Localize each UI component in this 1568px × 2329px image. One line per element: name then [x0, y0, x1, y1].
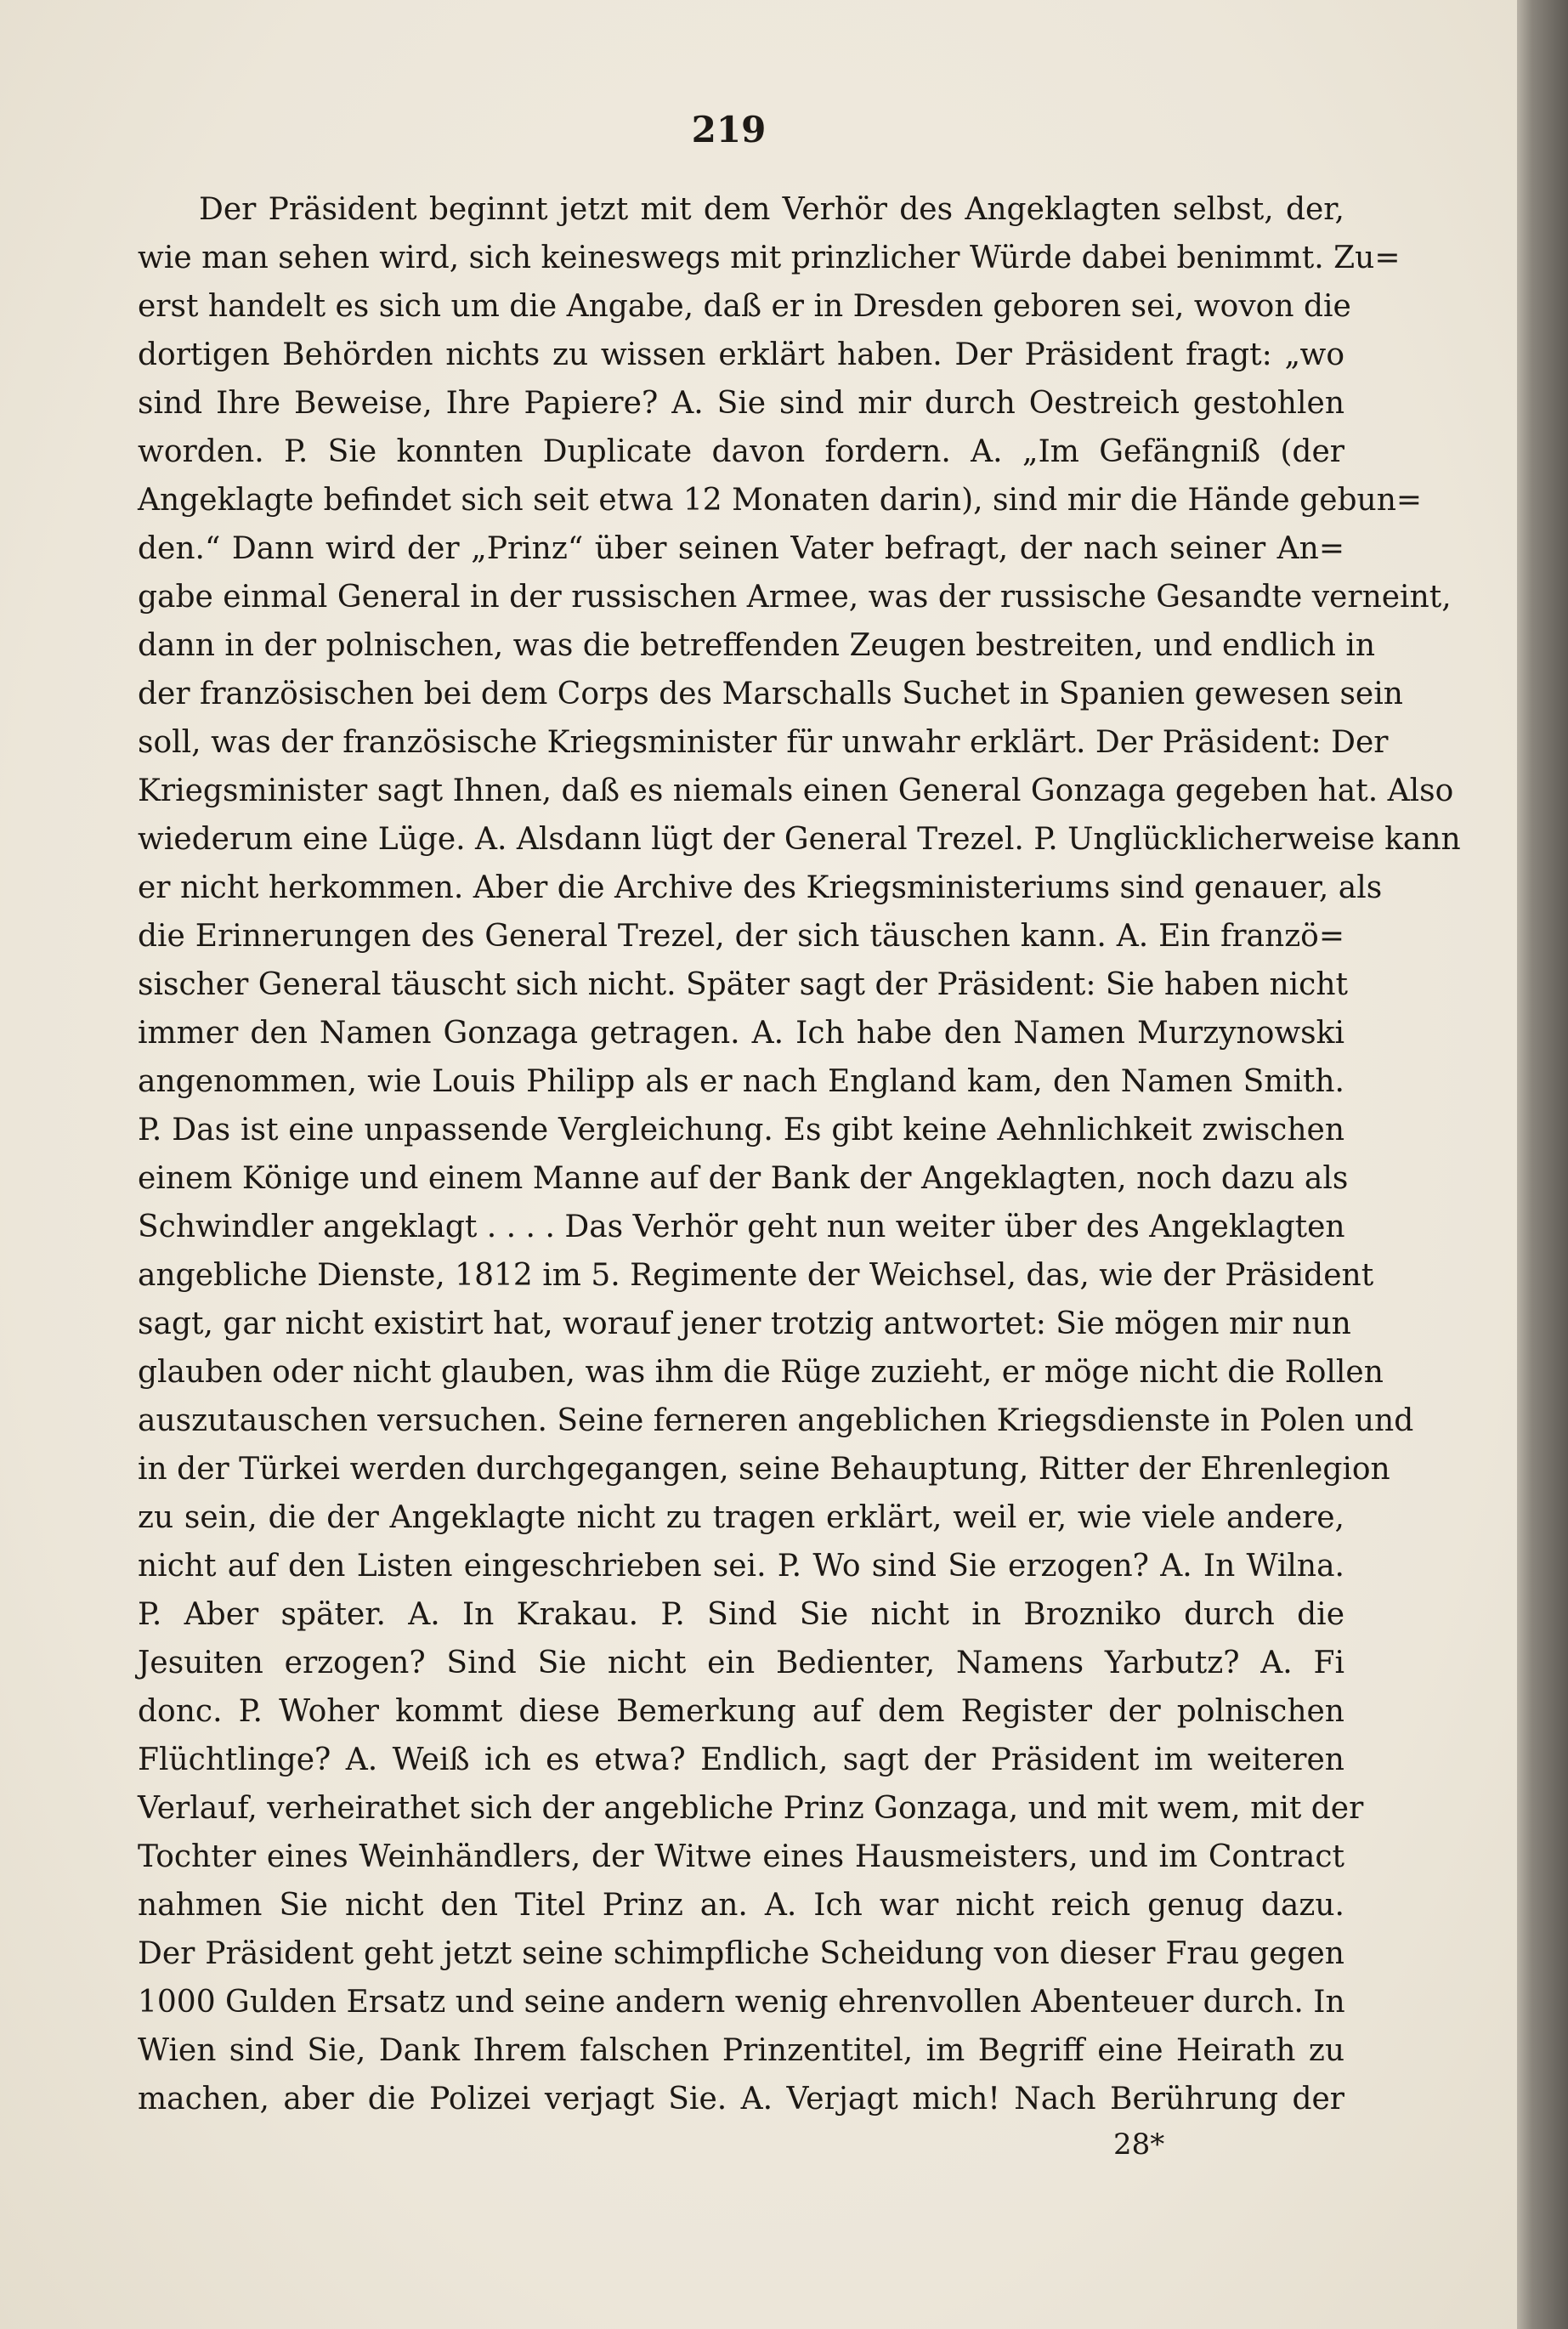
text-line: Jesuiten erzogen? Sind Sie nicht ein Bedienter, Namens Yarbutz? A. Fi	[138, 1646, 1344, 1680]
text-line: erst handelt es sich um die Angabe, daß er in Dresden geboren sei, wovon die	[138, 289, 1351, 324]
text-line: auszutauschen versuchen. Seine ferneren angeblichen Kriegsdienste in Polen und	[138, 1403, 1414, 1438]
text-line: glauben oder nicht glauben, was ihm die Rüge zuzieht, er möge nicht die Rollen	[138, 1355, 1384, 1390]
text-line: Kriegsminister sagt Ihnen, daß es niemals einen General Gonzaga gegeben hat. Also	[138, 774, 1454, 808]
page-number: 219	[691, 109, 767, 150]
text-line: einem Könige und einem Manne auf der Bank der Angeklagten, noch dazu als	[138, 1161, 1349, 1196]
text-line: sagt, gar nicht existirt hat, worauf jener trotzig antwortet: Sie mögen mir nun	[138, 1306, 1351, 1341]
page-edge	[1517, 0, 1568, 2329]
text-line: Angeklagte befindet sich seit etwa 12 Monaten darin), sind mir die Hände gebun=	[138, 483, 1423, 518]
text-line: soll, was der französische Kriegsminister für unwahr erklärt. Der Präsident: Der	[138, 725, 1389, 760]
text-line: den.“ Dann wird der „Prinz“ über seinen Vater befragt, der nach seiner An=	[138, 531, 1344, 566]
text-line: nahmen Sie nicht den Titel Prinz an. A. Ich war nicht reich genug dazu.	[138, 1888, 1344, 1923]
text-line: in der Türkei werden durchgegangen, seine Behauptung, Ritter der Ehrenlegion	[138, 1452, 1390, 1487]
text-line: der französischen bei dem Corps des Marschalls Suchet in Spanien gewesen sein	[138, 677, 1403, 711]
text-line: Schwindler angeklagt . . . . Das Verhör geht nun weiter über des Angeklagten	[138, 1210, 1345, 1244]
text-line: Wien sind Sie, Dank Ihrem falschen Prinzentitel, im Begriff eine Heirath zu	[138, 2033, 1344, 2068]
text-line: angenommen, wie Louis Philipp als er nach England kam, den Namen Smith.	[138, 1064, 1344, 1099]
text-line: immer den Namen Gonzaga getragen. A. Ich habe den Namen Murzynowski	[138, 1016, 1344, 1051]
text-line: P. Das ist eine unpassende Vergleichung. Es gibt keine Aehnlichkeit zwischen	[138, 1113, 1344, 1148]
text-line: Verlauf, verheirathet sich der angebliche Prinz Gonzaga, und mit wem, mit der	[138, 1791, 1364, 1826]
text-line: Tochter eines Weinhändlers, der Witwe eines Hausmeisters, und im Contract	[138, 1839, 1344, 1874]
text-line: angebliche Dienste, 1812 im 5. Regimente der Weichsel, das, wie der Präsident	[138, 1258, 1374, 1293]
text-line: dann in der polnischen, was die betreffenden Zeugen bestreiten, und endlich in	[138, 628, 1376, 663]
text-line: Flüchtlinge? A. Weiß ich es etwa? Endlich, sagt der Präsident im weiteren	[138, 1742, 1344, 1777]
text-line: P. Aber später. A. In Krakau. P. Sind Sie nicht in Brozniko durch die	[138, 1597, 1344, 1632]
text-line: sischer General täuscht sich nicht. Später sagt der Präsident: Sie haben nicht	[138, 967, 1348, 1002]
text-line: nicht auf den Listen eingeschrieben sei. P. Wo sind Sie erzogen? A. In Wilna.	[138, 1549, 1344, 1584]
text-line: sind Ihre Beweise, Ihre Papiere? A. Sie sind mir durch Oestreich gestohlen	[138, 386, 1344, 421]
text-line: die Erinnerungen des General Trezel, der sich täuschen kann. A. Ein franzö=	[138, 919, 1344, 954]
text-line: gabe einmal General in der russischen Armee, was der russische Gesandte verneint,	[138, 580, 1452, 615]
text-line: wiederum eine Lüge. A. Alsdann lügt der General Trezel. P. Unglücklicherweise kann	[138, 822, 1461, 857]
text-line: zu sein, die der Angeklagte nicht zu tragen erklärt, weil er, wie viele andere,	[138, 1500, 1344, 1535]
body-text	[138, 185, 1461, 2123]
text-line: dortigen Behörden nichts zu wissen erklärt haben. Der Präsident fragt: „wo	[138, 337, 1344, 372]
text-line: er nicht herkommen. Aber die Archive des Kriegsministeriums sind genauer, als	[138, 870, 1383, 905]
text-line: 1000 Gulden Ersatz und seine andern wenig ehrenvollen Abenteuer durch. In	[138, 1985, 1345, 2020]
signature-mark: 28*	[1113, 2128, 1165, 2162]
text-line: worden. P. Sie konnten Duplicate davon fordern. A. „Im Gefängniß (der	[138, 434, 1344, 469]
text-line: Der Präsident beginnt jetzt mit dem Verhör des Angeklagten selbst, der,	[199, 192, 1344, 227]
text-line: Der Präsident geht jetzt seine schimpfliche Scheidung von dieser Frau gegen	[138, 1936, 1344, 1971]
text-line: wie man sehen wird, sich keineswegs mit prinzlicher Würde dabei benimmt. Zu=	[138, 241, 1401, 275]
text-line: machen, aber die Polizei verjagt Sie. A. Verjagt mich! Nach Berührung der	[138, 2082, 1344, 2116]
text-line: donc. P. Woher kommt diese Bemerkung auf dem Register der polnischen	[138, 1694, 1344, 1729]
